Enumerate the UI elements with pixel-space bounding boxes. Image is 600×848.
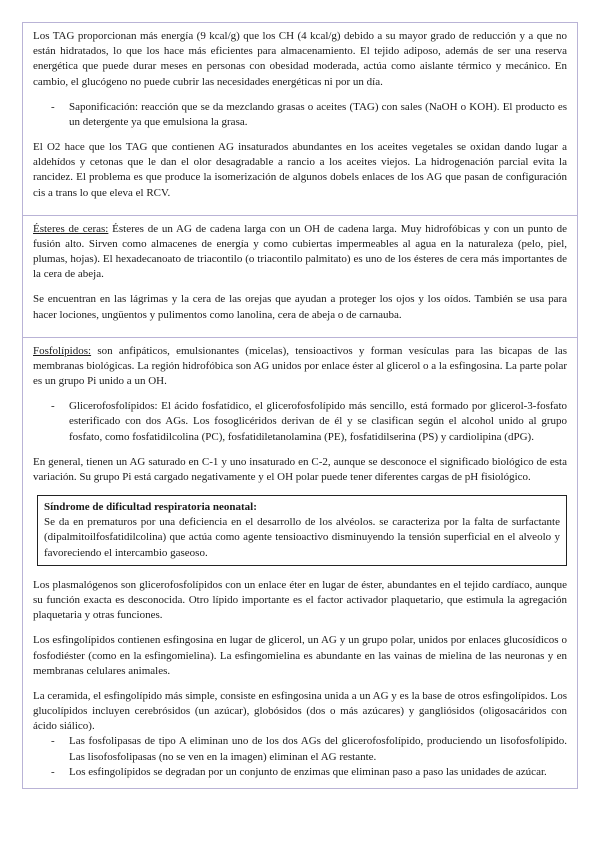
callout-title: Síndrome de dificultad respiratoria neonatal: (44, 501, 257, 514)
list-item: - Glicerofosfolípidos: El ácido fosfatídico, el glicerofosfolípido más sencillo, está formado por glicerol-3-fosfato esterificado con dos AGs. Los fosoglicéridos derivan de él y se clasifican según el alcohol unido al grupo fosfato, como fosfatidilcolina (PC), fosfatidiletanolamina (PE), fosfatidilserina (PS) y cardiolipina (dPG). (51, 400, 567, 443)
term-heading: Fosfolípidos: (33, 344, 92, 357)
bullet-list (33, 734, 567, 780)
list-item: - Saponificación: reacción que se da mezclando grasas o aceites (TAG) con sales (NaOH o KOH). El producto es un detergente ya que emulsiona la grasa. (51, 100, 567, 128)
paragraph: Los plasmalógenos son glicerofosfolípidos con un enlace éter en lugar de éster, abundantes en el tejido cardíaco, aunque su función exacta es desconocida. Otro lípido importante es el factor activador plaquetario, que estimula la agregación plaquetaria y otras funciones. (33, 578, 567, 622)
callout-text: Se da en prematuros por una deficiencia en el desarrollo de los alvéolos. se caracteriza por la falta de surfactante (dipalmitoilfosfatidilcolina) que actúa como agente tensioactivo disminuyendo la tensión superficial en el alveolo y favoreciendo el intercambio gaseoso. (44, 516, 560, 559)
term-heading: Ésteres de ceras: (33, 222, 109, 235)
list-item: - Las fosfolipasas de tipo A eliminan uno de los dos AGs del glicerofosfolípido, produciendo un lisofosfolípido. Las lisofosfolipasas (no se ven en la imagen) eliminan el AG restante. (51, 735, 567, 763)
paragraph: Se encuentran en las lágrimas y la cera de las orejas que ayudan a proteger los ojos y los oídos. También se usa para hacer lociones, ungüentos y pulimentos como lanolina, cera de abeja o de carnauba. (33, 293, 567, 321)
list-item: - Los esfingolípidos se degradan por un conjunto de enzimas que eliminan paso a paso las unidades de azúcar. (51, 765, 547, 778)
paragraph-text: Ésteres de un AG de cadena larga con un OH de cadena larga. Muy hidrofóbicas y con un punto de fusión alto. Sirven como almacenes de energía y como cubiertas impermeables al agua en la naturaleza (pelo, piel, plumas, hojas). El hexadecanoato de triacontilo (o triacontilo palmitato) es uno de los ésteres de cera más importantes de la cera de abeja. (33, 222, 567, 281)
paragraph: La ceramida, el esfingolípido más simple, consiste en esfingosina unida a un AG y es la base de otros esfingolípidos. Los glucolípidos incluyen cerebrósidos (un azúcar), globósidos (dos o más azúcares) y gangliósidos (oligosacáridos con ácido siálico). (33, 689, 567, 733)
section-wax-esters (22, 215, 578, 337)
paragraph: Los TAG proporcionan más energía (9 kcal/g) que los CH (4 kcal/g) debido a su mayor grado de reducción y a que no están hidratados, lo que los hace más eficientes para almacenamiento. El tejido adiposo, además de ser una reserva energética que puede durar meses en personas con obesidad moderada, actúa como aislante térmico y mecánico. En cambio, el glucógeno no puede cubrir las necesidades energéticas ni por un día. (33, 30, 567, 88)
list-item-text: Los esfingolípidos se degradan por un conjunto de enzimas que eliminan paso a paso las unidades de azúcar. (69, 765, 547, 778)
bullet-list (33, 100, 567, 130)
paragraph: En general, tienen un AG saturado en C-1 y uno insaturado en C-2, aunque se desconoce el significado biológico de esta variación. Su grupo Pi está cargado negativamente y el OH polar puede tener diferentes cargas de pH fisiológico. (33, 455, 567, 483)
list-item-text: Las fosfolipasas de tipo A eliminan uno de los dos AGs del glicerofosfolípido, produciendo un lisofosfolípido. Las lisofosfolipasas (no se ven en la imagen) eliminan el AG restante. (69, 735, 567, 763)
paragraph: El O2 hace que los TAG que contienen AG insaturados abundantes en los aceites vegetales se oxidan dando lugar a aldehídos y cetonas que le dan el olor desagradable a rancio a los aceites viejos. La hidrogenación parcial evita la rancidez. El problema es que produce la isomerización de algunos dobels enlaces de los AG que pasan de configuración cis a trans lo que eleva el RCV. (33, 141, 567, 199)
paragraph: Los esfingolípidos contienen esfingosina en lugar de glicerol, un AG y un grupo polar, unidos por enlaces glucosídicos o fosfodiéster (como en la esfingomielina). La esfingomielina es abundante en las vainas de mielina de las neuronas y en membranas celulares animales. (33, 634, 567, 677)
paragraph (33, 344, 567, 390)
paragraph (33, 222, 567, 283)
bullet-list (33, 399, 567, 445)
list-item-text: Saponificación: reacción que se da mezclando grasas o aceites (TAG) con sales (NaOH o KOH). El producto es un detergente ya que emulsiona la grasa. (69, 100, 567, 128)
paragraph-text: son anfipáticos, emulsionantes (micelas), tensioactivos y forman vesículas para las bicapas de las membranas biológicas. La región hidrofóbica son AG unidos por enlace éster al glicerol o a la esfingosina. La parte polar es un grupo Pi unido a un OH. (33, 344, 567, 388)
list-item-text: Glicerofosfolípidos: El ácido fosfatídico, el glicerofosfolípido más sencillo, está formado por glicerol-3-fosfato esterificado con dos AGs. Los fosoglicéridos derivan de él y se clasifican según el alcohol unido al grupo fosfato, como fosfatidilcolina (PC), fosfatidiletanolamina (PE), fosfatidilserina (PS) y cardiolipina (dPG). (69, 400, 567, 443)
callout-box (37, 495, 567, 566)
document-page (22, 22, 578, 789)
section-triglycerides (22, 22, 578, 215)
section-phospholipids (22, 337, 578, 789)
